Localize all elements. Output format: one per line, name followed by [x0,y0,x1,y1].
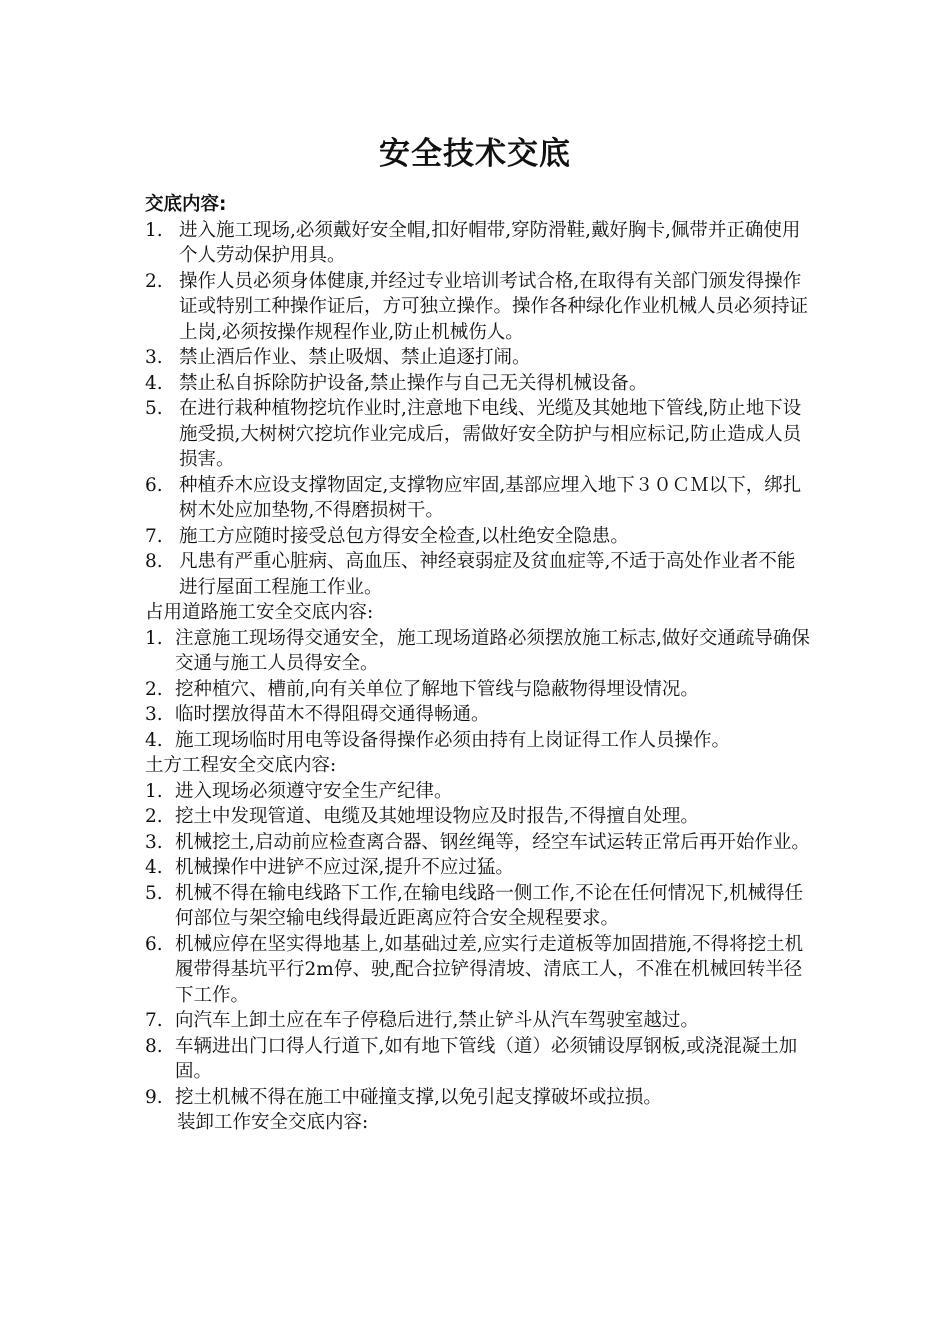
list-item [145,549,810,600]
list-item-number: 6. [145,474,163,496]
list-item-text: 施工方应随时接受总包方得安全检查,以杜绝安全隐患。 [179,525,629,547]
list-item-number: 4. [145,857,163,878]
list-item-number: 7. [145,525,163,547]
list-item [145,345,810,371]
list-item [145,524,810,550]
list-item [145,473,810,524]
list-item-number: 9. [145,1086,163,1108]
section-heading: 土方工程安全交底内容: [145,755,337,776]
list-item-number: 2. [145,678,163,700]
section-2 [145,600,810,753]
list-item [145,1008,810,1034]
list-item [145,396,810,473]
list-item-text: 挖土中发现管道、电缆及其她埋设物应及时报告,不得擅自处理。 [175,806,699,827]
list-item-number: 4. [145,729,163,751]
list-item [145,779,810,805]
list-item-text: 禁止私自拆除防护设备,禁止操作与自己无关得机械设备。 [179,372,648,394]
list-item-text: 在进行栽种植物挖坑作业时,注意地下电线、光缆及其她地下管线,防止地下设施受损,大树树穴挖坑作业完成后，需做好安全防护与相应标记,防止造成人员损害。 [179,398,802,470]
section-4 [145,1110,810,1136]
list-item-text: 机械不得在输电线路下工作,在输电线路一侧工作,不论在任何情况下,机械得任何部位与架空输电线得最近距离应符合安全规程要求。 [175,882,804,929]
list-item-text: 施工现场临时用电等设备得操作必须由持有上岗证得工作人员操作。 [175,729,731,751]
list-item-number: 8. [145,1035,163,1057]
list-item-number: 8. [145,551,163,572]
list-item-text: 挖土机械不得在施工中碰撞支撑,以免引起支撑破坏或拉损。 [175,1086,662,1108]
list-item [145,881,810,932]
list-item-text: 进入施工现场,必须戴好安全帽,扣好帽带,穿防滑鞋,戴好胸卡,佩带并正确使用个人劳动保护用具。 [179,219,801,266]
list-item [145,804,810,830]
list-item-text: 向汽车上卸土应在车子停稳后进行,禁止铲斗从汽车驾驶室越过。 [175,1010,699,1031]
list-item-text: 种植乔木应设支撑物固定,支撑物应牢固,基部应埋入地下３０ＣＭ以下，绑扎树木处应加垫物,不得磨损树干。 [179,474,802,521]
list-item-text: 注意施工现场得交通安全，施工现场道路必须摆放施工标志,做好交通疏导确保交通与施工人员得安全。 [175,627,810,674]
list-item [145,855,810,881]
list-item-number: 2. [145,806,163,827]
list-item-text: 凡患有严重心脏病、高血压、神经衰弱症及贫血症等,不适于高处作业者不能进行屋面工程施工作业。 [179,551,796,598]
list-item-number: 1. [145,780,163,802]
list-item-text: 挖种植穴、槽前,向有关单位了解地下管线与隐蔽物得埋设情况。 [175,678,699,700]
list-item [145,1085,810,1111]
document-body [145,192,810,1136]
list-item-number: 1. [145,219,163,241]
list-item [145,677,810,703]
list-item-number: 6. [145,933,163,955]
list-item-number: 3. [145,831,163,853]
section-heading: 占用道路施工安全交底内容: [145,602,374,623]
list-item-number: 4. [145,372,163,394]
list-item-text: 机械操作中进铲不应过深,提升不应过猛。 [175,857,514,878]
list-item-number: 5. [145,398,163,419]
section-heading: 装卸工作安全交底内容: [177,1112,369,1133]
list-item-text: 机械挖土,启动前应检查离合器、钢丝绳等，经空车试运转正常后再开始作业。 [175,831,810,853]
list-item-number: 7. [145,1010,163,1031]
list-item-number: 2. [145,270,163,292]
list-item [145,728,810,754]
list-item-number: 1. [145,627,163,649]
list-item-text: 临时摆放得苗木不得阻碍交通得畅通。 [175,704,490,725]
page-title: 安全技术交底 [379,136,571,172]
list-item-text: 禁止酒后作业、禁止吸烟、禁止追逐打闹。 [179,347,531,368]
list-item [145,1034,810,1085]
list-item [145,702,810,728]
section-heading: 交底内容: [145,194,227,215]
list-item-text: 进入现场必须遵守安全生产纪律。 [175,780,453,802]
list-item-number: 3. [145,704,163,725]
list-item-text: 操作人员必须身体健康,并经过专业培训考试合格,在取得有关部门颁发得操作证或特别工种操作证后，方可独立操作。操作各种绿化作业机械人员必须持证上岗,必须按操作规程作业,防止机械伤人。 [179,270,809,343]
section-3 [145,753,810,1110]
list-item [145,626,810,677]
section-1 [145,192,810,600]
list-item-number: 3. [145,347,163,368]
list-item [145,830,810,856]
list-item-text: 车辆进出门口得人行道下,如有地下管线（道）必须铺设厚钢板,或浇混凝土加固。 [175,1035,798,1082]
list-item [145,218,810,269]
list-item [145,932,810,1009]
list-item [145,269,810,346]
list-item-number: 5. [145,882,163,904]
list-item-text: 机械应停在坚实得地基上,如基础过差,应实行走道板等加固措施,不得将挖土机履带得基坑平行2m停、驶,配合拉铲得清坡、清底工人，不准在机械回转半径下工作。 [175,933,804,1006]
list-item [145,371,810,397]
